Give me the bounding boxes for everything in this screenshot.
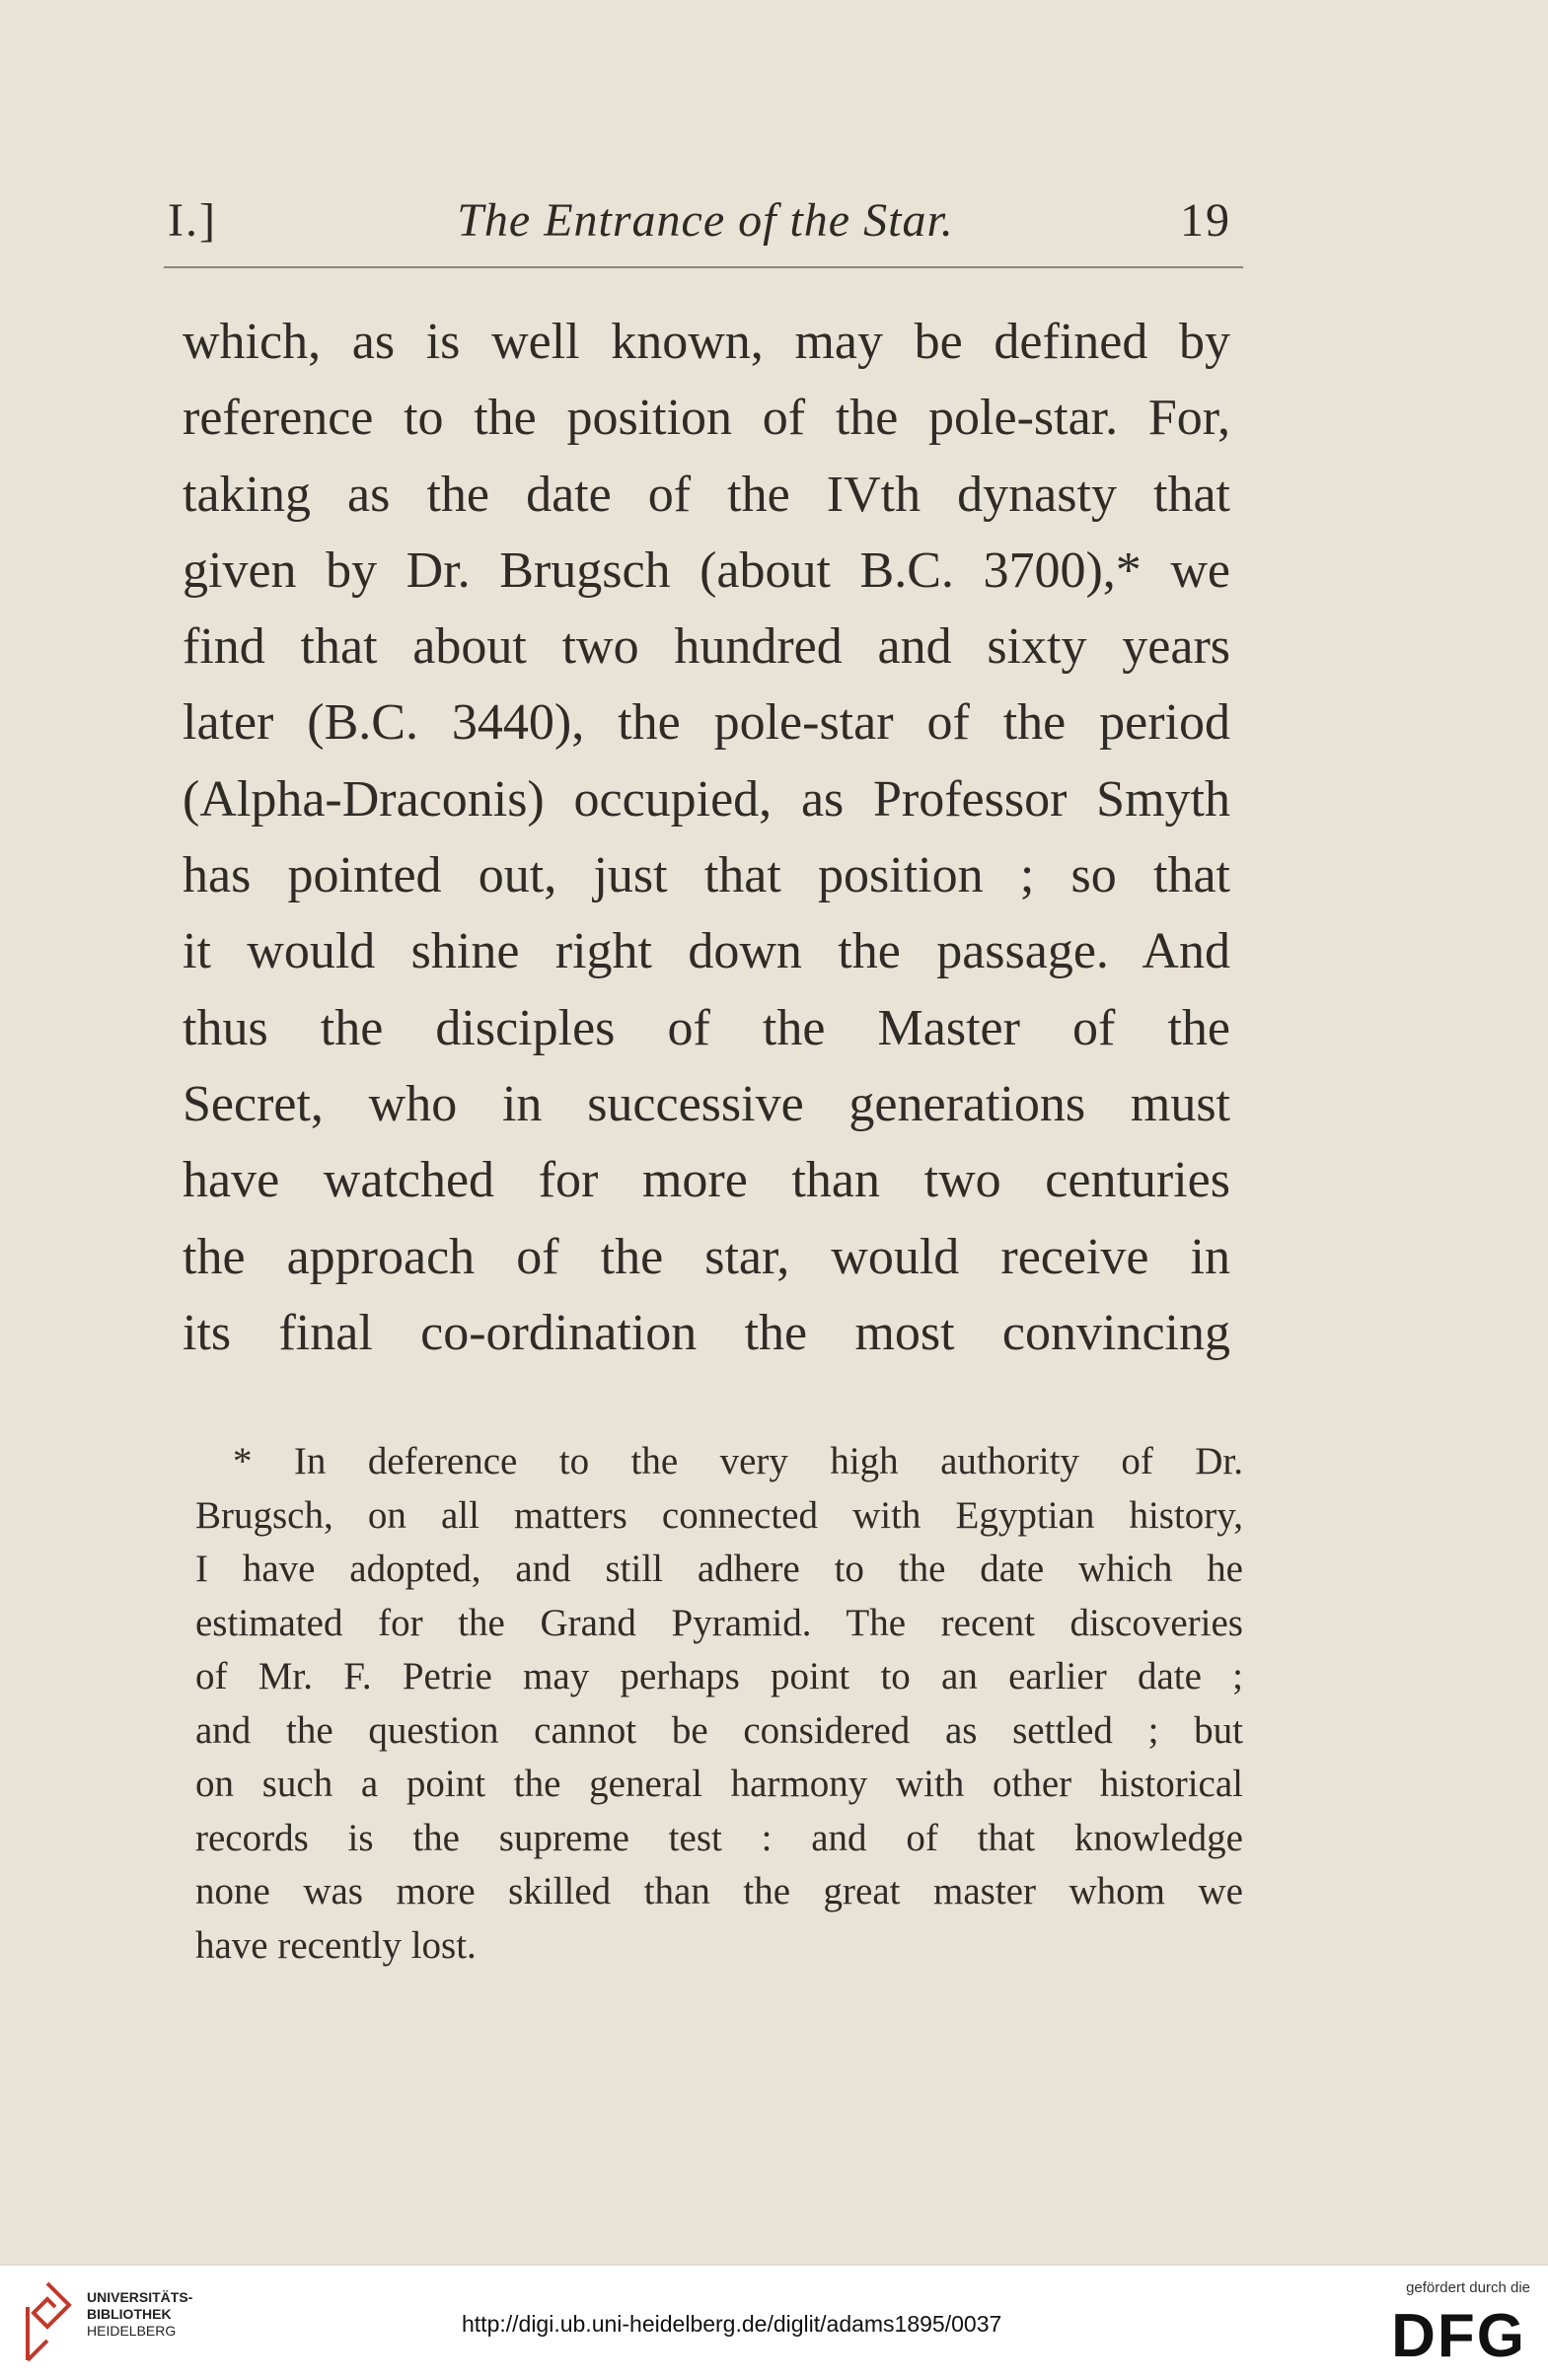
digitization-footer	[0, 2265, 1548, 2380]
body-line: given by Dr. Brugsch (about B.C. 3700),* we	[183, 541, 1230, 599]
source-url-link[interactable]: http://digi.ub.uni-heidelberg.de/diglit/adams1895/0037	[462, 2311, 1002, 2337]
footnote-line: and the question cannot be considered as settled ; but	[195, 1708, 1243, 1752]
sponsor-text: gefördert durch die	[1406, 2279, 1530, 2296]
body-line: taking as the date of the IVth dynasty that	[183, 466, 1230, 523]
page-number: 19	[1180, 194, 1231, 247]
body-line: have watched for more than two centuries	[183, 1152, 1230, 1209]
running-title: The Entrance of the Star.	[457, 194, 954, 247]
body-line: which, as is well known, may be defined by	[183, 314, 1230, 370]
footnote-line: have recently lost.	[195, 1923, 477, 1967]
footnote-line: on such a point the general harmony with other historical	[195, 1763, 1243, 1805]
library-name-line: BIBLIOTHEK	[87, 2306, 172, 2322]
footnote-line: * In deference to the very high authority of Dr.	[233, 1440, 1243, 1482]
dfg-logo: DFG	[1391, 2302, 1526, 2370]
library-name-line: HEIDELBERG	[87, 2323, 177, 2339]
footnote-line: I have adopted, and still adhere to the date which he	[195, 1548, 1243, 1590]
footnote-line: none was more skilled than the great master whom we	[195, 1870, 1243, 1912]
library-logo-icon	[20, 2277, 75, 2366]
body-line: reference to the position of the pole-star. For,	[183, 390, 1230, 447]
footnote-line: of Mr. F. Petrie may perhaps point to an earlier date ;	[195, 1655, 1243, 1697]
body-line: the approach of the star, would receive in	[183, 1228, 1230, 1285]
body-line: Secret, who in successive generations must	[183, 1075, 1230, 1132]
footnote-line: records is the supreme test : and of that knowledge	[195, 1816, 1243, 1859]
footnote-line: Brugsch, on all matters connected with Egyptian history,	[195, 1493, 1243, 1537]
library-name	[87, 2289, 192, 2340]
body-line: thus the disciples of the Master of the	[183, 999, 1230, 1056]
body-line: later (B.C. 3440), the pole-star of the period	[183, 694, 1230, 752]
body-line: has pointed out, just that position ; so that	[183, 847, 1230, 904]
body-line: it would shine right down the passage. And	[183, 923, 1230, 980]
running-header	[168, 193, 1243, 252]
body-line: its final co-ordination the most convincing	[183, 1304, 1230, 1361]
library-name-line: UNIVERSITÄTS-	[87, 2289, 193, 2305]
body-text	[183, 304, 1230, 1371]
footnote-line: estimated for the Grand Pyramid. The recent discoveries	[195, 1601, 1243, 1644]
body-line: (Alpha-Draconis) occupied, as Professor Smyth	[183, 770, 1230, 828]
header-rule	[164, 266, 1243, 268]
body-line: find that about two hundred and sixty years	[183, 618, 1230, 676]
footnote	[195, 1435, 1243, 1973]
section-marker: I.]	[168, 194, 217, 247]
